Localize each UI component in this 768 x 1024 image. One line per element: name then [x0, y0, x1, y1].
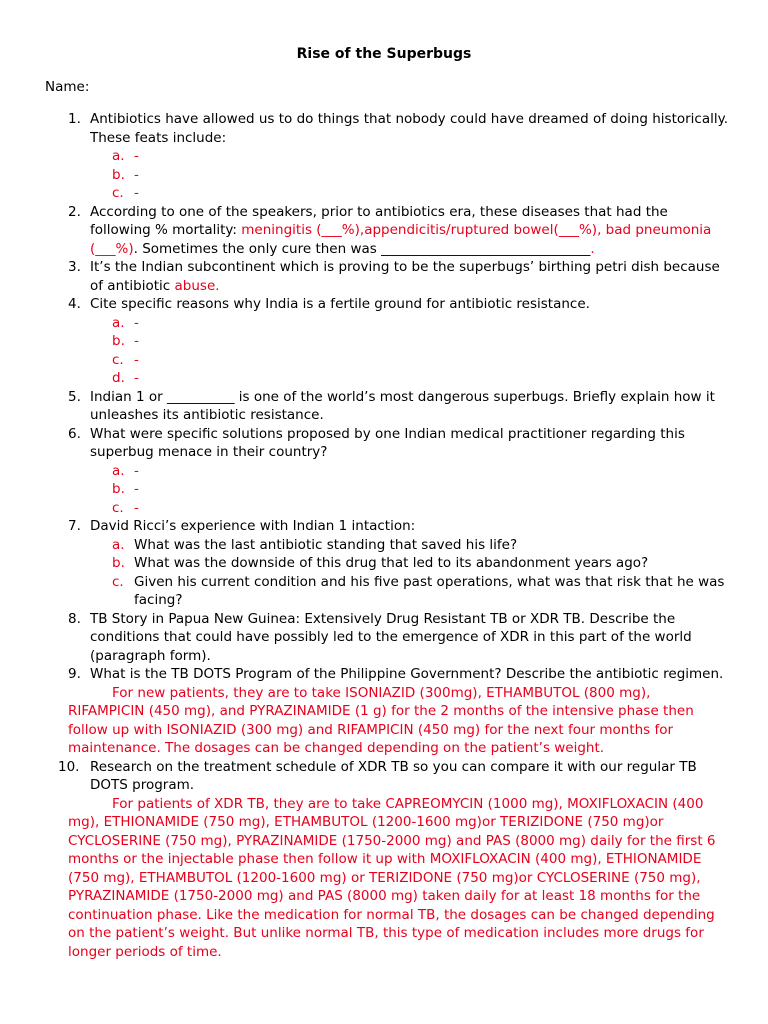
sub-letter: a.: [112, 148, 125, 164]
question-text: What were specific solutions proposed by one Indian medical practitioner regarding this superbug menace in their country?: [90, 425, 685, 460]
question-text: Cite specific reasons why India is a fertile ground for antibiotic resistance.: [90, 296, 590, 312]
question-3: [68, 258, 728, 295]
question-text: It’s the Indian subcontinent which is proving to be the superbugs’ birthing petri dish because of antibiotic: [90, 259, 720, 294]
sub-text: -: [134, 166, 139, 183]
answer-paragraph: For patients of XDR TB, they are to take CAPREOMYCIN (1000 mg), MOXIFLOXACIN (400 mg), ETHIONAMIDE (750 mg), ETHAMBUTOL (1200-1600 mg)or TERIZIDONE (750 mg)or CYCLOSERINE (750 mg), PYRAZINAMIDE (1750-2000 mg) and PAS (8000 mg) daily for the first 6 months or the injectable phase then follow it up with MOXIFLOXACIN (400 mg), ETHIONAMIDE (750 mg), ETHAMBUTOL (1200-1600 mg) or TERIZIDONE (750 mg)or CYCLOSERINE (750 mg), PYRAZINAMIDE (1750-2000 mg) and PAS (8000 mg) taken daily for at least 18 months for the continuation phase. Like the medication for normal TB, the dosages can be changed depending on the patient’s weight. But unlike normal TB, this type of medication includes more drugs for longer periods of time.: [68, 795, 716, 960]
sub-text: -: [134, 351, 139, 368]
sub-letter: c.: [112, 185, 124, 201]
sub-text: -: [134, 370, 139, 386]
question-number: 7.: [68, 518, 81, 534]
name-label: Name:: [45, 79, 90, 95]
question-number: 5.: [68, 388, 81, 405]
question-text: Indian 1 or __________ is one of the world’s most dangerous superbugs. Briefly explain how it unleashes its antibiotic resistance.: [90, 388, 715, 423]
sub-item: [68, 314, 728, 333]
sub-letter: c.: [112, 573, 124, 590]
sub-item: [68, 351, 728, 370]
question-number: 8.: [68, 610, 81, 627]
sub-letter: b.: [112, 481, 125, 497]
sub-item: [68, 462, 728, 481]
answer-text: abuse.: [174, 277, 220, 294]
question-number: 4.: [68, 296, 81, 312]
sub-item: [68, 536, 728, 555]
question-text: TB Story in Papua New Guinea: Extensively Drug Resistant TB or XDR TB. Describe the conditions that could have possibly led to the emergence of XDR in this part of the world (paragraph form).: [90, 610, 692, 664]
sub-letter: d.: [112, 370, 125, 386]
question-5: [68, 388, 728, 425]
sub-text: What was the downside of this drug that led to its abandonment years ago?: [134, 555, 649, 571]
sub-text: -: [134, 314, 139, 331]
sub-item: [68, 147, 728, 166]
sub-item: [68, 554, 728, 573]
answer-paragraph: For new patients, they are to take ISONIAZID (300mg), ETHAMBUTOL (800 mg), RIFAMPICIN (450 mg), and PYRAZINAMIDE (1 g) for the 2 months of the intensive phase then follow up with ISONIAZID (300 mg) and RIFAMPICIN (450 mg) for the next four months for maintenance. The dosages can be changed depending on the patient’s weight.: [68, 684, 694, 756]
question-number: 9.: [68, 666, 81, 682]
question-number: 10.: [58, 758, 80, 775]
sub-text: -: [134, 499, 139, 516]
sub-item: [68, 332, 728, 351]
sub-item: [68, 369, 728, 388]
question-text: Antibiotics have allowed us to do things that nobody could have dreamed of doing historically. These feats include:: [90, 111, 728, 146]
sub-text: -: [134, 333, 139, 349]
question-text: What is the TB DOTS Program of the Philippine Government? Describe the antibiotic regimen.: [90, 666, 724, 682]
question-text: Research on the treatment schedule of XDR TB so you can compare it with our regular TB DOTS program.: [90, 758, 697, 793]
sub-letter: a.: [112, 314, 125, 331]
question-9: [68, 665, 728, 684]
sub-text: Given his current condition and his five past operations, what was that risk that he was facing?: [134, 573, 725, 608]
sub-letter: c.: [112, 351, 124, 368]
question-number: 2.: [68, 203, 81, 220]
question-number: 6.: [68, 425, 81, 442]
sub-letter: a.: [112, 462, 125, 479]
sub-item: [68, 184, 728, 203]
sub-item: [68, 573, 728, 610]
question-text: According to one of the speakers, prior to antibiotics era, these diseases that had the following % mortality:: [90, 203, 668, 238]
question-text: David Ricci’s experience with Indian 1 intaction:: [90, 518, 416, 534]
sub-text: -: [134, 462, 139, 479]
question-6: [68, 425, 728, 462]
sub-item: [68, 166, 728, 185]
sub-text: -: [134, 185, 139, 201]
question-number: 3.: [68, 259, 81, 275]
period-mark: .: [590, 240, 595, 257]
sub-item: [68, 499, 728, 518]
mortality-blanks: meningitis (___%),appendicitis/ruptured bowel(___%), bad pneumonia (___%): [90, 222, 712, 257]
sub-letter: b.: [112, 555, 125, 571]
sub-text: -: [134, 481, 139, 497]
sub-item: [68, 480, 728, 499]
sub-letter: c.: [112, 499, 124, 516]
document-title: Rise of the Superbugs: [296, 46, 472, 62]
sub-letter: b.: [112, 333, 125, 349]
sub-letter: a.: [112, 536, 125, 553]
question-1: [68, 110, 728, 147]
question-2: [68, 203, 728, 259]
question-text-cont: . Sometimes the only cure then was _______________________________: [133, 240, 591, 257]
question-10: [58, 758, 728, 795]
question-number: 1.: [68, 111, 81, 127]
question-7: [68, 517, 728, 536]
sub-text: What was the last antibiotic standing that saved his life?: [134, 536, 518, 553]
question-list: [58, 110, 728, 961]
sub-letter: b.: [112, 166, 125, 183]
sub-text: -: [134, 148, 139, 164]
question-4: [68, 295, 728, 314]
question-8: [68, 610, 728, 666]
